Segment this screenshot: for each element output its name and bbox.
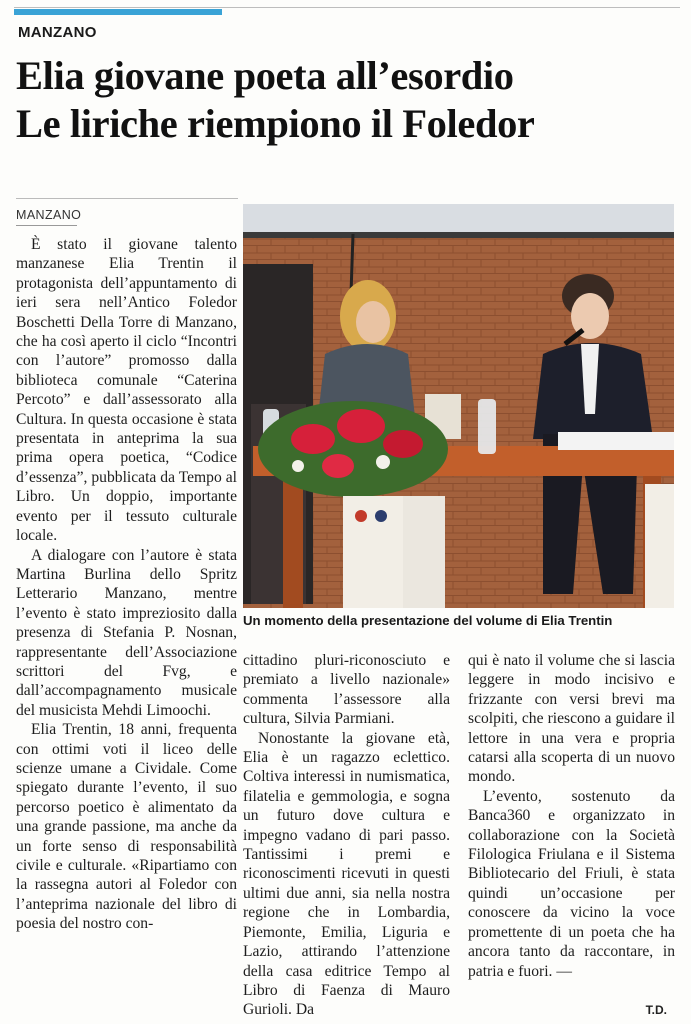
paragraph: qui è nato il volume che si lascia leggere in modo incisivo e frizzante con versi brevi ma scolpiti, che riescono a guidare il lettore in una vera e propria catarsi alla scoperta di un nuovo mondo. — [468, 652, 675, 786]
headline-line-1: Elia giovane poeta all’esordio — [16, 53, 514, 98]
event-photo-illustration — [243, 204, 674, 608]
article-column-1 — [16, 235, 237, 934]
article-column-3 — [468, 651, 675, 981]
photo-caption: Un momento della presentazione del volume di Elia Trentin — [243, 613, 613, 628]
paragraph: A dialogare con l’autore è stata Martina Burlina dello Spritz Letterario Manzano, mentre l’evento è stato impreziosito dalla presenza di Stefania P. Nosnan, rappresentante dell’Associazione scrittori del Fvg, e dall’accompagnamento musicale del musicista Mehdi Limoochi. — [16, 546, 237, 719]
flower-arrangement — [258, 401, 448, 497]
paragraph: È stato il giovane talento manzanese Elia Trentin il protagonista dell’appuntamento di ieri sera nell’Antico Foledor Boschetti Della Torre di Manzano, che ha così aperto il ciclo “Incontri con l’autore” promosso dalla biblioteca comunale “Caterina Percoto” e dall’assessorato alla Cultura. In questa occasione è stata presentata in anteprima la sua prima opera poetica, “Codice d’essenza”, pubblicata da Tempo al Libro. Un doppio, importante evento per il tessuto culturale locale. — [16, 236, 237, 545]
byline-place: MANZANO — [16, 208, 82, 222]
book-poster — [343, 496, 403, 608]
top-rule — [14, 7, 680, 8]
event-photo — [243, 204, 674, 608]
section-accent-bar — [14, 9, 222, 15]
water-bottle — [478, 399, 496, 454]
author-initials: T.D. — [645, 1003, 667, 1017]
paragraph: Nonostante la giovane età, Elia è un ragazzo eclettico. Coltiva interessi in numismatica, filatelia e gemmologia, e sogna un futuro dove cultura e impegno vadano di pari passo. Tantissimi i premi e riconoscimenti ricevuti in questi ultimi due anni, sia nella nostra regione che in Lombardia, Piemonte, Emilia, Liguria e Lazio, attirando l’attenzione della casa editrice Tempo al Libro di Faenza di Mauro Gurioli. Da — [243, 729, 450, 1019]
paragraph: cittadino pluri-riconosciuto e premiato a livello nazionale» commenta l’assessore alla cultura, Silvia Parmiani. — [243, 652, 450, 728]
article-column-2 — [243, 651, 450, 1020]
headline-line-2: Le liriche riempiono il Foledor — [16, 101, 535, 146]
column-separator — [16, 198, 238, 199]
book-poster — [645, 484, 674, 608]
headline — [16, 52, 686, 148]
paragraph: Elia Trentin, 18 anni, frequenta con ottimi voti il liceo delle scienze umane a Cividale. Come spiegato durante l’evento, il suo percorso poetico è alimentato da una grande passione, ma anche da un forte senso di responsabilità civile e culturale. «Ripartiamo con la rassegna autori al Foledor con l’anteprima nazionale del libro di poesia del nostro con- — [16, 721, 237, 933]
paragraph: L’evento, sostenuto da Banca360 e organizzato in collaborazione con la Società Filologica Friulana e il Sistema Bibliotecario del Friuli, è stata quindi un’occasione per conoscere da vicino la voce promettente di un poeta che ha ancora tanto da raccontare, in patria e fuori. — — [468, 787, 675, 980]
byline-rule — [16, 225, 77, 226]
section-kicker: MANZANO — [18, 24, 97, 41]
